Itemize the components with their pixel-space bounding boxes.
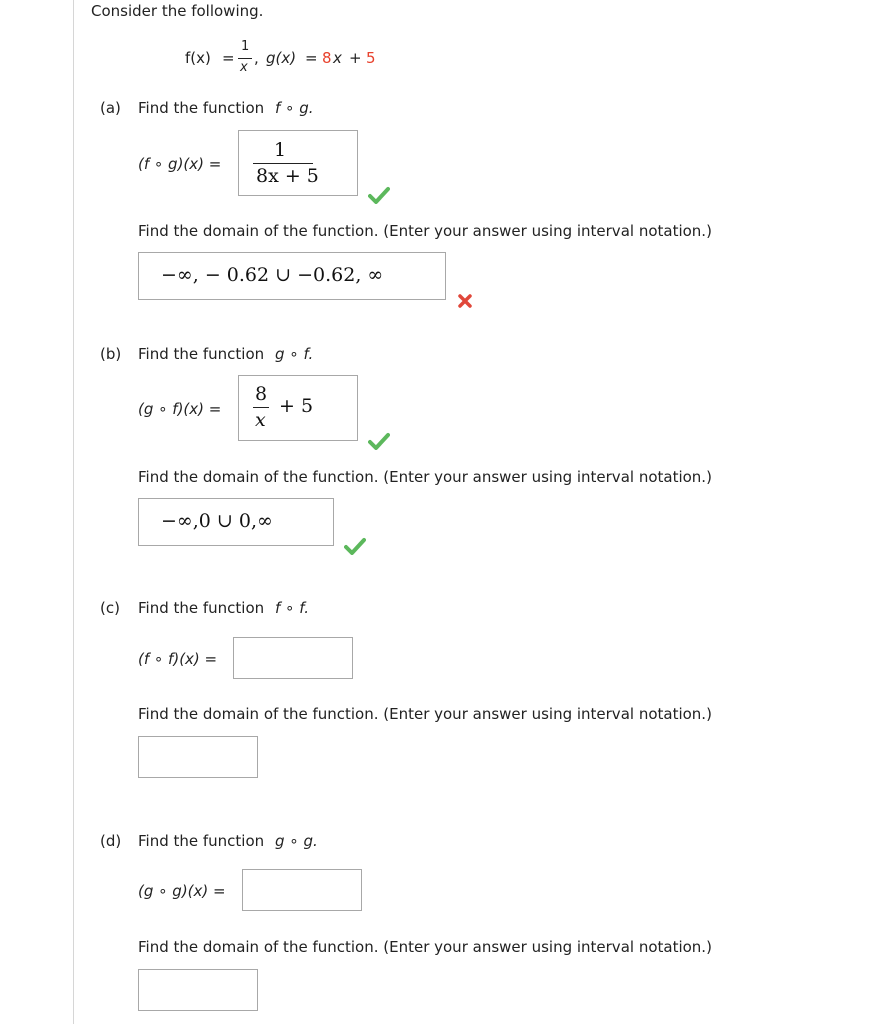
f-fraction-bar (238, 58, 252, 59)
part-c-composition: f ∘ f. (275, 599, 309, 617)
part-c-answer-field[interactable] (233, 637, 353, 679)
part-d-domain-field[interactable] (138, 969, 258, 1011)
part-a-domain-answer: −∞, − 0.62 ∪ −0.62, ∞ (161, 264, 384, 286)
part-b-answer-field[interactable] (238, 375, 358, 441)
part-a-answer-denominator: 8x + 5 (256, 165, 319, 187)
part-a-domain-field[interactable] (138, 252, 446, 300)
part-a-composition: f ∘ g. (275, 99, 314, 117)
g-variable: x (333, 49, 342, 67)
part-c-prompt: Find the function (138, 599, 265, 617)
part-b-domain-answer: −∞,0 ∪ 0,∞ (161, 510, 273, 532)
part-a-answer-numerator: 1 (274, 139, 287, 161)
f-name: f(x) (185, 49, 211, 67)
intro-text: Consider the following. (91, 2, 264, 20)
part-d-domain-prompt: Find the domain of the function. (Enter your answer using interval notation.) (138, 938, 712, 956)
part-d-expr-label: (g ∘ g)(x) = (138, 882, 226, 900)
part-b-expr-label: (g ∘ f)(x) = (138, 400, 222, 418)
f-denominator: x (240, 60, 248, 75)
part-b-domain-prompt: Find the domain of the function. (Enter your answer using interval notation.) (138, 468, 712, 486)
left-margin-line (73, 0, 74, 1024)
f-equals: = (222, 49, 235, 67)
part-c-expr-label: (f ∘ f)(x) = (138, 650, 218, 668)
check-icon (368, 432, 390, 450)
g-equals: = (305, 49, 318, 67)
part-a-label: (a) (100, 99, 121, 117)
g-coefficient: 8 (322, 49, 332, 67)
part-a-expr-label: (f ∘ g)(x) = (138, 155, 222, 173)
part-b-label: (b) (100, 345, 122, 363)
part-a-domain-prompt: Find the domain of the function. (Enter your answer using interval notation.) (138, 222, 712, 240)
check-icon (368, 186, 390, 204)
definitions-comma: , (254, 49, 259, 67)
part-b-answer-numerator: 8 (255, 383, 268, 405)
g-constant: 5 (366, 49, 376, 67)
part-b-answer-denominator: x (255, 409, 266, 431)
part-a-answer-fraction-bar (253, 163, 313, 164)
cross-icon (457, 293, 473, 309)
g-plus: + (349, 49, 362, 67)
part-c-label: (c) (100, 599, 120, 617)
part-b-prompt: Find the function (138, 345, 265, 363)
part-b-answer-suffix: + 5 (279, 395, 314, 417)
part-b-domain-field[interactable] (138, 498, 334, 546)
part-b-composition: g ∘ f. (275, 345, 314, 363)
part-c-domain-field[interactable] (138, 736, 258, 778)
part-a-answer-field[interactable] (238, 130, 358, 196)
part-c-domain-prompt: Find the domain of the function. (Enter your answer using interval notation.) (138, 705, 712, 723)
part-d-label: (d) (100, 832, 122, 850)
part-d-prompt: Find the function (138, 832, 265, 850)
part-a-prompt: Find the function (138, 99, 265, 117)
g-name: g(x) (266, 49, 297, 67)
check-icon (344, 537, 366, 555)
f-numerator: 1 (241, 39, 250, 54)
part-d-composition: g ∘ g. (275, 832, 318, 850)
part-b-answer-fraction-bar (253, 407, 269, 408)
part-d-answer-field[interactable] (242, 869, 362, 911)
